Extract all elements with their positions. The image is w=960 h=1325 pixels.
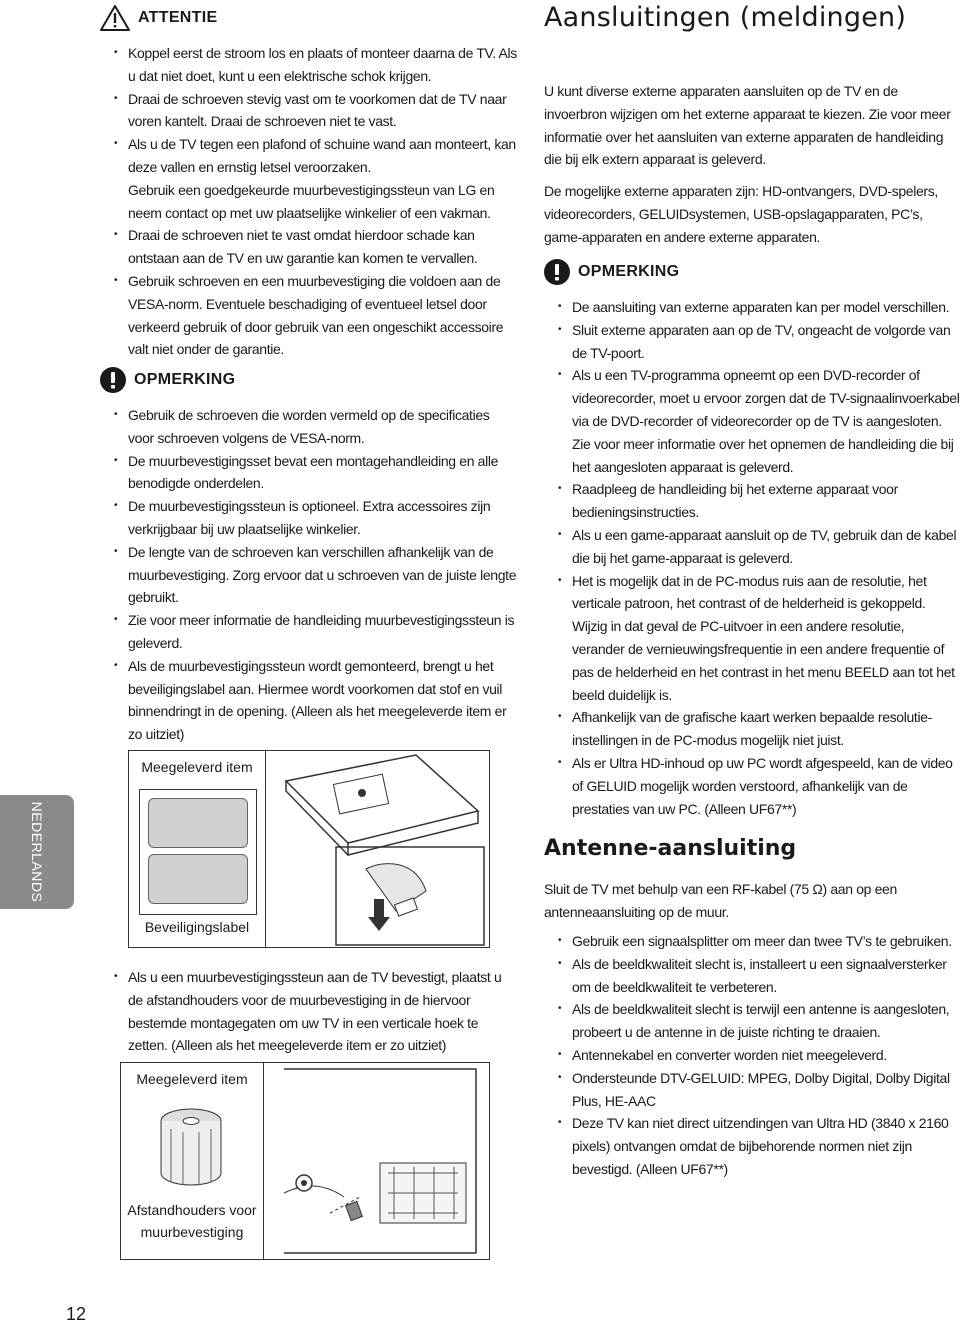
opmerking-label: OPMERKING <box>578 263 680 280</box>
list-item: • Als de beeldkwaliteit slecht is, installeert u een signaalversterker om de beeldkwaliteit te verbeteren. <box>558 955 947 995</box>
list-item: • Als u een muurbevestigingssteun aan de TV bevestigt, plaatst u de afstandhouders voor de muurbevestiging in de hiervoor bestemde montagegaten om uw TV in een verticale hoek te zetten. (Alleen als het meegeleverde item er zo uitziet) <box>114 969 502 1054</box>
antenna-list <box>544 930 960 1181</box>
spacer-diagram <box>120 1062 490 1260</box>
diagram-caption: Meegeleverd item <box>141 759 253 775</box>
page-number: 12 <box>66 1304 87 1324</box>
intro-paragraph: De mogelijke externe apparaten zijn: HD-ontvangers, DVD-spelers, videorecorders, GELUIDsystemen, USB-opslagapparaten, PC’s, game-apparaten en andere externe apparaten. <box>544 183 938 245</box>
antenna-heading: Antenne-aansluiting <box>544 836 797 861</box>
language-side-tab <box>0 795 74 909</box>
list-item: • Als u de TV tegen een plafond of schuine wand aan monteert, kan deze vallen en ernstig letsel veroorzaken. <box>114 136 516 175</box>
label-sticker <box>148 854 248 904</box>
diagram-caption: Afstandhouders voor muurbevestiging <box>127 1202 257 1240</box>
list-item: • Gebruik schroeven en een muurbevestiging die voldoen aan de VESA-norm. Eventuele beschadiging of eventueel letsel door verkeerd gebruik of door gebruik van een ongeschikt accessoire valt niet onder de garantie. <box>114 272 504 358</box>
list-item: • Afhankelijk van de grafische kaart werken bepaalde resolutie-instellingen in de PC-modus mogelijk niet juist. <box>558 709 932 749</box>
tv-back-illustration <box>266 751 488 947</box>
list-item: • De lengte van de schroeven kan verschillen afhankelijk van de muurbevestiging. Zorg ervoor dat u schroeven van de juiste lengte gebruikt. <box>114 543 517 606</box>
label-sticker <box>148 798 248 848</box>
exclamation-icon <box>544 259 570 285</box>
diagram-caption: Meegeleverd item <box>136 1071 248 1087</box>
list-item: • Als er Ultra HD-inhoud op uw PC wordt afgespeeld, kan de video of GELUID mogelijk worden verstoord, afhankelijk van de prestaties van uw PC. (Alleen UF67**) <box>558 754 953 817</box>
page-title: Aansluitingen (meldingen) <box>544 2 907 33</box>
list-item: • Zie voor meer informatie de handleiding muurbevestigingssteun is geleverd. <box>114 612 515 651</box>
opmerking-heading-right <box>544 258 679 286</box>
list-item: • Als u een game-apparaat aansluit op de TV, gebruik dan de kabel die bij het game-apparaat is geleverd. <box>558 526 957 566</box>
list-item: • Sluit externe apparaten aan op de TV, ongeacht de volgorde van de TV-poort. <box>558 321 951 361</box>
antenna-intro: Sluit de TV met behulp van een RF-kabel (75 Ω) aan op een antenneaansluiting op de muur. <box>544 881 897 920</box>
list-item: • Als de beeldkwaliteit slecht is terwijl een antenne is aangesloten, probeert u de antenne in de juiste richting te draaien. <box>558 1001 950 1041</box>
exclamation-icon <box>100 367 126 393</box>
list-item: • Als de muurbevestigingssteun wordt gemonteerd, brengt u het beveiligingslabel aan. Hiermee wordt voorkomen dat stof en vuil binnendringt in de opening. (Alleen als het meegeleverde item er zo uitziet) <box>114 657 507 743</box>
wall-spacer-icon <box>149 1103 235 1193</box>
list-item: • De muurbevestigingsset bevat een montagehandleiding en alle benodigde onderdelen. <box>114 452 499 492</box>
list-item: • Raadpleeg de handleiding bij het externe apparaat voor bedieningsinstructies. <box>558 481 898 521</box>
supplied-item-panel <box>121 1063 264 1259</box>
diagram-caption: Beveiligingslabel <box>144 919 250 935</box>
attentie-list <box>100 42 518 361</box>
list-item: • Antennekabel en converter worden niet meegeleverd. <box>558 1046 887 1063</box>
wall-mount-illustration <box>264 1063 488 1259</box>
label-sheet <box>139 789 257 915</box>
warning-triangle-icon <box>100 5 130 31</box>
list-item: Gebruik een goedgekeurde muurbevestigingssteun van LG en neem contact op met uw plaatselijke winkelier of een vakman. <box>128 181 495 221</box>
attentie-label: ATTENTIE <box>138 9 218 26</box>
list-item: • De muurbevestigingssteun is optioneel. Extra accessoires zijn verkrijgbaar bij uw plaatselijke winkelier. <box>114 498 491 537</box>
opmerking-label: OPMERKING <box>134 371 236 388</box>
language-label: NEDERLANDS <box>29 801 45 903</box>
supplied-item-panel <box>129 751 266 947</box>
list-item: • Draai de schroeven niet te vast omdat hierdoor schade kan ontstaan aan de TV en uw garantie kan komen te vervallen. <box>114 227 478 267</box>
list-item: • Het is mogelijk dat in de PC-modus ruis aan de resolutie, het verticale patroon, het contrast of de helderheid is gekoppeld. Wijzig in dat geval de PC-uitvoer in een andere resolutie, verander de vernieuwingsfrequentie in een andere frequentie of pas de helderheid en het contrast in het menu BEELD aan tot het beeld duidelijk is. <box>558 572 955 703</box>
security-label-diagram <box>128 750 490 948</box>
list-item: • Als u een TV-programma opneemt op een DVD-recorder of videorecorder, moet u ervoor zorgen dat de TV-signaalinvoerkabel via de DVD-recorder of videorecorder op de TV is aangesloten. Zie voor meer informatie over het opnemen de handleiding die bij het aangesloten apparaat is geleverd. <box>558 367 960 475</box>
opmerking-list-left <box>100 404 518 746</box>
intro-paragraph: U kunt diverse externe apparaten aansluiten op de TV en de invoerbron wijzigen om het externe apparaat te kiezen. Zie voor meer informatie over het aansluiten van externe apparaten de handleiding die bij elk extern apparaat is geleverd. <box>544 83 951 168</box>
list-item: • De aansluiting van externe apparaten kan per model verschillen. <box>558 299 950 315</box>
attentie-heading <box>100 4 217 32</box>
opmerking-list-right <box>544 296 960 820</box>
list-item: • Gebruik een signaalsplitter om meer dan twee TV’s te gebruiken. <box>558 933 952 949</box>
list-item: • Gebruik de schroeven die worden vermeld op de specificaties voor schroeven volgens de VESA-norm. <box>114 407 490 446</box>
spacer-list <box>100 966 518 1057</box>
opmerking-heading-left <box>100 366 235 394</box>
list-item: • Koppel eerst de stroom los en plaats of monteer daarna de TV. Als u dat niet doet, kunt u een elektrische schok krijgen. <box>114 45 517 84</box>
list-item: • Deze TV kan niet direct uitzendingen van Ultra HD (3840 x 2160 pixels) ontvangen omdat de bijbehorende normen niet zijn bevestigd. (Alleen UF67**) <box>558 1115 949 1177</box>
list-item: • Ondersteunde DTV-GELUID: MPEG, Dolby Digital, Dolby Digital Plus, HE-AAC <box>558 1069 950 1109</box>
list-item: • Draai de schroeven stevig vast om te voorkomen dat de TV naar voren kantelt. Draai de schroeven niet te vast. <box>114 90 507 130</box>
